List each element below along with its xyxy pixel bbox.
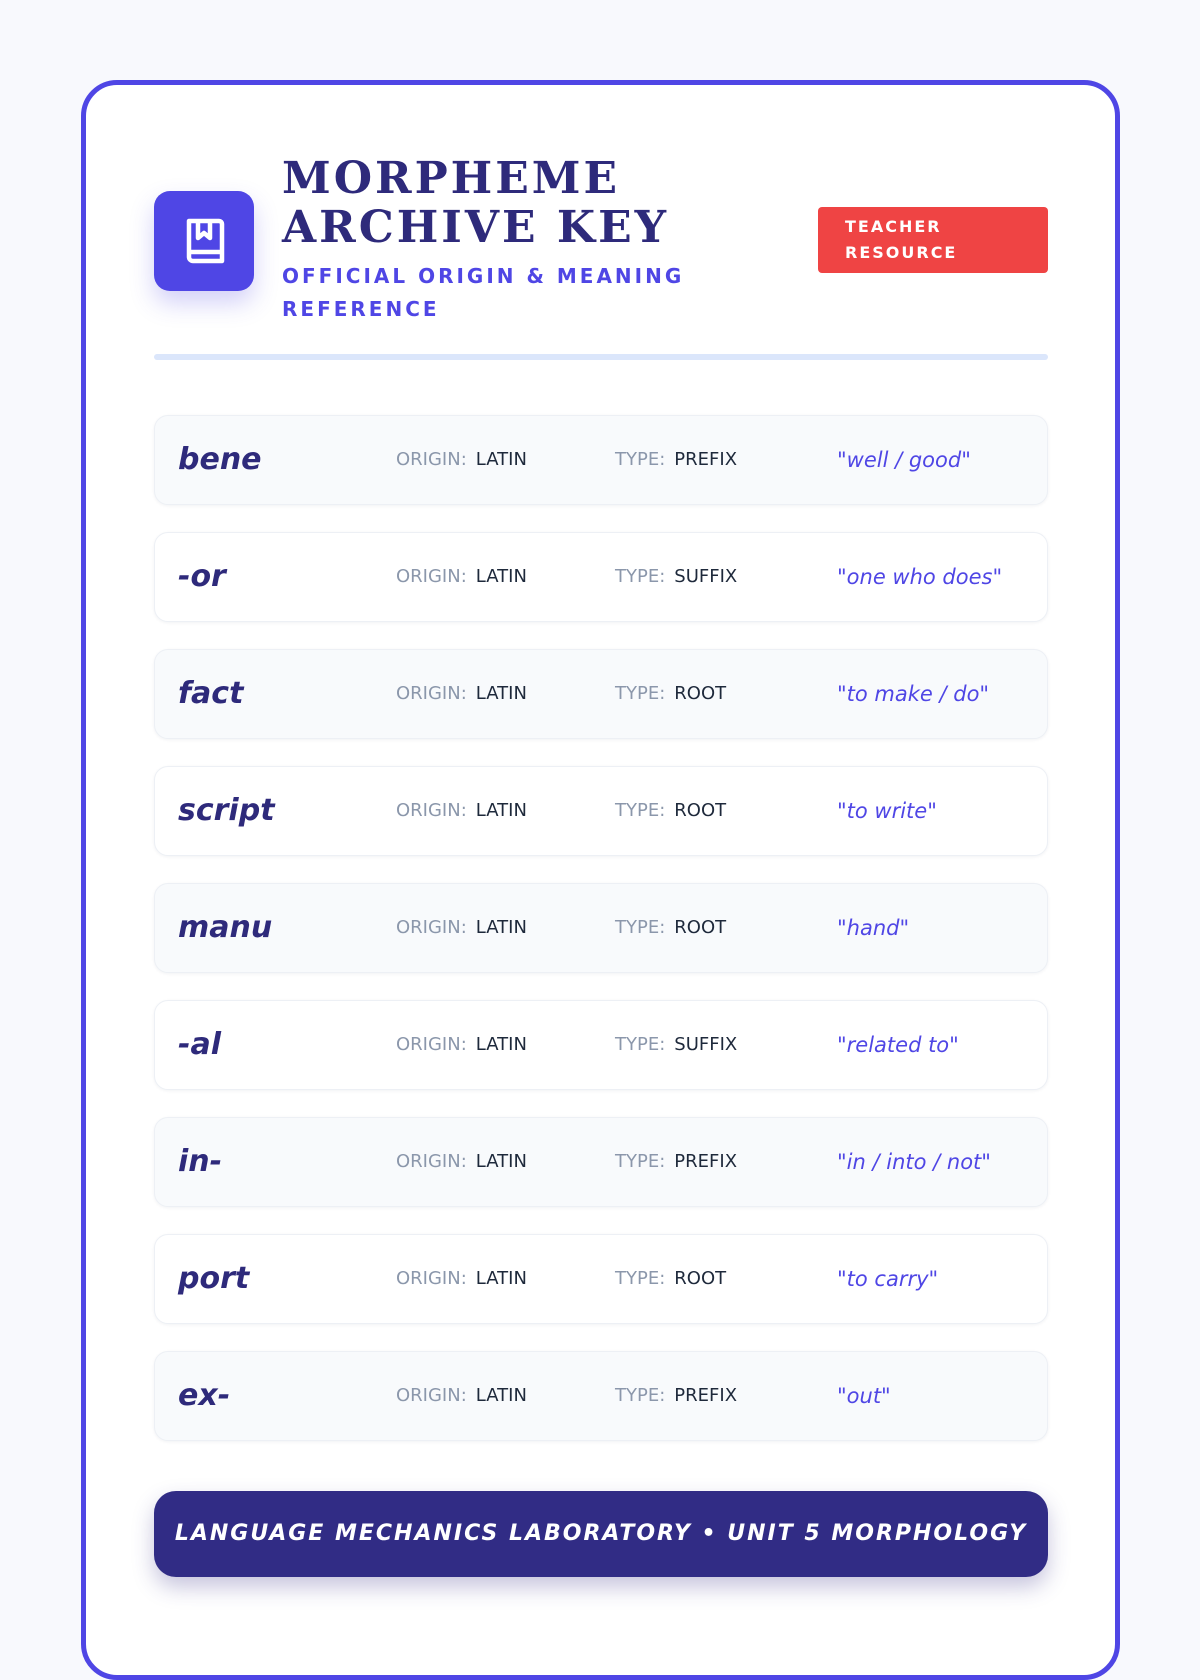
meaning-text: "to write" (837, 799, 937, 823)
type-field (615, 1352, 737, 1440)
origin-field (396, 1352, 527, 1440)
morpheme-row (154, 1234, 1048, 1324)
origin-label: ORIGIN: (396, 566, 467, 587)
morpheme-row (154, 766, 1048, 856)
type-value: PREFIX (674, 1151, 738, 1172)
morpheme-row (154, 1000, 1048, 1090)
origin-label: ORIGIN: (396, 917, 467, 938)
origin-field (396, 533, 527, 621)
type-value: PREFIX (674, 449, 738, 470)
type-label: TYPE: (615, 1268, 666, 1289)
type-field (615, 1118, 737, 1206)
type-value: ROOT (674, 1268, 727, 1289)
type-label: TYPE: (615, 566, 666, 587)
type-field (615, 533, 737, 621)
morpheme-row (154, 883, 1048, 973)
meaning-text: "to carry" (837, 1267, 939, 1291)
origin-field (396, 650, 527, 738)
type-value: ROOT (674, 917, 727, 938)
meaning-text: "hand" (837, 916, 910, 940)
type-value: PREFIX (674, 1385, 738, 1406)
origin-value: LATIN (475, 1034, 527, 1055)
morpheme-list (154, 415, 1048, 1468)
type-value: SUFFIX (674, 1034, 738, 1055)
morpheme-text: script (178, 793, 275, 828)
bookmark-book-icon (178, 215, 230, 267)
type-value: ROOT (674, 800, 727, 821)
page-title: MORPHEME ARCHIVE KEY (282, 153, 670, 253)
meaning-text: "in / into / not" (837, 1150, 991, 1174)
morpheme-text: in- (178, 1144, 223, 1179)
type-label: TYPE: (615, 449, 666, 470)
type-value: SUFFIX (674, 566, 738, 587)
teacher-resource-badge: TEACHER RESOURCE (818, 207, 1048, 273)
type-field (615, 650, 726, 738)
type-label: TYPE: (615, 1385, 666, 1406)
origin-value: LATIN (475, 683, 527, 704)
meaning-text: "related to" (837, 1033, 959, 1057)
morpheme-text: -al (178, 1027, 221, 1062)
origin-value: LATIN (475, 566, 527, 587)
origin-field (396, 767, 527, 855)
type-field (615, 884, 726, 972)
meaning-text: "out" (837, 1384, 891, 1408)
origin-field (396, 1235, 527, 1323)
type-label: TYPE: (615, 1034, 666, 1055)
origin-label: ORIGIN: (396, 449, 467, 470)
origin-value: LATIN (475, 1268, 527, 1289)
header-divider (154, 354, 1048, 360)
meaning-text: "one who does" (837, 565, 1003, 589)
page-header (154, 150, 1048, 330)
origin-label: ORIGIN: (396, 1151, 467, 1172)
morpheme-text: bene (178, 442, 262, 477)
title-block (282, 154, 742, 326)
meaning-text: "well / good" (837, 448, 971, 472)
morpheme-row (154, 649, 1048, 739)
morpheme-row (154, 532, 1048, 622)
origin-label: ORIGIN: (396, 683, 467, 704)
type-value: ROOT (674, 683, 727, 704)
morpheme-text: ex- (178, 1378, 231, 1413)
footer-banner: LANGUAGE MECHANICS LABORATORY • UNIT 5 MORPHOLOGY (154, 1491, 1048, 1577)
origin-label: ORIGIN: (396, 1385, 467, 1406)
origin-value: LATIN (475, 1385, 527, 1406)
origin-field (396, 416, 527, 504)
type-label: TYPE: (615, 1151, 666, 1172)
origin-field (396, 1118, 527, 1206)
type-label: TYPE: (615, 683, 666, 704)
origin-label: ORIGIN: (396, 1268, 467, 1289)
origin-value: LATIN (475, 1151, 527, 1172)
origin-value: LATIN (475, 449, 527, 470)
origin-value: LATIN (475, 917, 527, 938)
type-field (615, 1001, 737, 1089)
morpheme-row (154, 1117, 1048, 1207)
origin-label: ORIGIN: (396, 1034, 467, 1055)
type-label: TYPE: (615, 800, 666, 821)
morpheme-text: port (178, 1261, 250, 1296)
type-field (615, 1235, 726, 1323)
origin-label: ORIGIN: (396, 800, 467, 821)
meaning-text: "to make / do" (837, 682, 990, 706)
page-subtitle: OFFICIAL ORIGIN & MEANING REFERENCE (282, 264, 685, 321)
morpheme-text: manu (178, 910, 273, 945)
morpheme-text: fact (178, 676, 244, 711)
morpheme-row (154, 1351, 1048, 1441)
type-label: TYPE: (615, 917, 666, 938)
origin-field (396, 1001, 527, 1089)
morpheme-text: -or (178, 559, 226, 594)
type-field (615, 416, 737, 504)
origin-value: LATIN (475, 800, 527, 821)
origin-field (396, 884, 527, 972)
book-logo-icon (154, 191, 254, 291)
type-field (615, 767, 726, 855)
morpheme-row (154, 415, 1048, 505)
